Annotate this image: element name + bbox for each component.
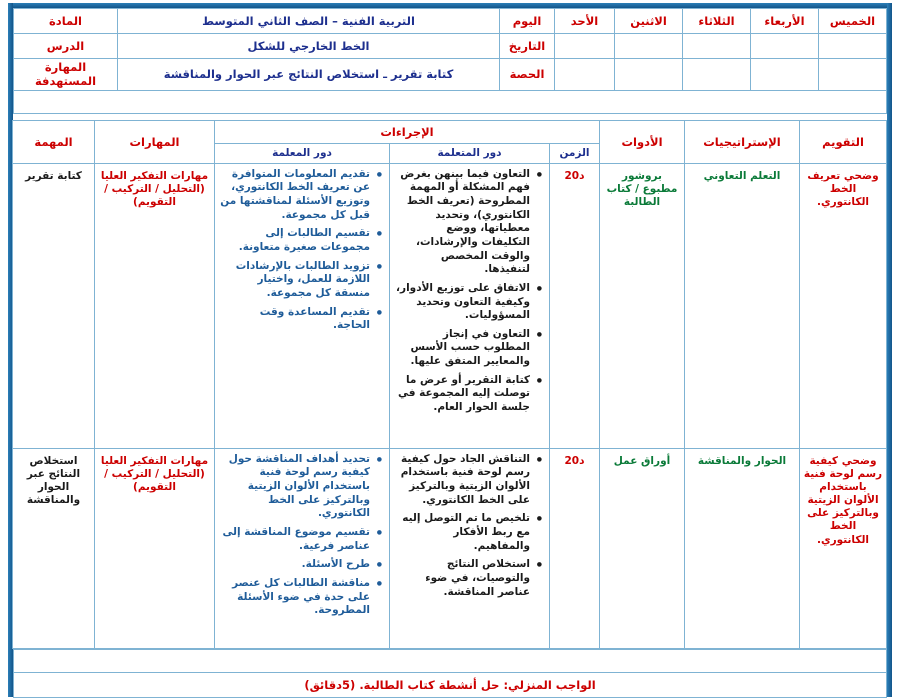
learner-role-list (395, 453, 544, 599)
spacer-cell (14, 90, 887, 113)
list-item: ● الاتفاق على توزيع الأدوار، وكيفية التعاون وتحديد المسؤوليات. (395, 282, 530, 323)
day-row-label: اليوم (500, 9, 555, 34)
page-border-right (887, 3, 892, 697)
list-item: ● تقديم المساعدة وقت الحاجة. (220, 306, 370, 333)
date-monday (615, 34, 683, 59)
list-item: ● تقسيم الطالبات إلى مجموعات صغيرة متعاونة. (220, 227, 370, 254)
lesson-label: الدرس (14, 34, 118, 59)
cell-strategies: التعلم التعاوني (685, 163, 800, 448)
day-wednesday: الأربعاء (751, 9, 819, 34)
cell-teacher-role (215, 448, 390, 648)
col-header-learner-role: دور المتعلمة (390, 143, 550, 163)
col-header-procedures: الإجراءات (215, 120, 600, 143)
lesson-value: الخط الخارجي للشكل (118, 34, 500, 59)
spacer-row (14, 90, 887, 113)
table-row (14, 59, 887, 91)
list-item: ● تزويد الطالبات بالإرشادات اللازمة للعمل، واختيار منسقة كل مجموعة. (220, 260, 370, 301)
target-skill-value: كتابة تقرير ـ استخلاص النتائج عبر الحوار والمناقشة (118, 59, 500, 91)
footer-spacer-row (14, 649, 887, 672)
target-skill-label: المهارة المستهدفة (14, 59, 118, 91)
cell-task: كتابة تقرير (13, 163, 95, 448)
col-header-tools: الأدوات (600, 120, 685, 163)
table-row (13, 448, 887, 648)
teacher-role-list (220, 168, 384, 333)
cell-time: 20د (550, 448, 600, 648)
date-wednesday (751, 34, 819, 59)
cell-tools: بروشور مطبوع / كتاب الطالبة (600, 163, 685, 448)
list-item: ● تحديد أهداف المناقشة حول كيفية رسم لوحة فنية باستخدام الألوان الزيتية وبالتركيز على الخط الكانتوري. (220, 453, 370, 521)
cell-teacher-role (215, 163, 390, 448)
day-monday: الاثنين (615, 9, 683, 34)
period-wednesday (751, 59, 819, 91)
col-header-task: المهمة (13, 120, 95, 163)
day-thursday: الخميس (819, 9, 887, 34)
homework-label: الواجب المنزلي: (503, 677, 596, 692)
period-row-label: الحصة (500, 59, 555, 91)
list-item: ● استخلاص النتائج والتوصيات، في ضوء عناصر المناقشة. (395, 558, 530, 599)
date-thursday (819, 34, 887, 59)
cell-skills: مهارات التفكير العليا (التحليل / التركيب / التقويم) (95, 163, 215, 448)
list-item: ● التناقش الجاد حول كيفية رسم لوحة فنية باستخدام الألوان الزيتية وبالتركيز على الخط الكانتوري. (395, 453, 530, 508)
col-header-evaluation: التقويم (800, 120, 887, 163)
cell-strategies: الحوار والمناقشة (685, 448, 800, 648)
lesson-info-table (13, 8, 887, 114)
cell-learner-role (390, 163, 550, 448)
page-content (13, 8, 887, 692)
day-sunday: الأحد (555, 9, 615, 34)
lesson-plan-table (12, 120, 887, 649)
list-item: ● تقسيم موضوع المناقشة إلى عناصر فرعية. (220, 526, 370, 553)
cell-tools: أوراق عمل (600, 448, 685, 648)
list-item: ● طرح الأسئلة. (220, 558, 370, 572)
cell-task: استخلاص النتائج عبر الحوار والمناقشة (13, 448, 95, 648)
col-header-teacher-role: دور المعلمة (215, 143, 390, 163)
cell-evaluation: وضحي تعريف الخط الكانتوري. (800, 163, 887, 448)
list-item: ● مناقشة الطالبات كل عنصر على حدة في ضوء الأسئلة المطروحة. (220, 577, 370, 618)
teacher-role-list (220, 453, 384, 618)
table-row (13, 163, 887, 448)
homework-footer-table (13, 649, 887, 698)
list-item: ● تلخيص ما تم التوصل إليه مع ربط الأفكار والمفاهيم. (395, 512, 530, 553)
learner-role-list (395, 168, 544, 415)
period-tuesday (683, 59, 751, 91)
homework-cell (14, 672, 887, 697)
date-row-label: التاريخ (500, 34, 555, 59)
cell-time: 20د (550, 163, 600, 448)
cell-skills: مهارات التفكير العليا (التحليل / التركيب / التقويم) (95, 448, 215, 648)
col-header-skills: المهارات (95, 120, 215, 163)
subject-label: المادة (14, 9, 118, 34)
list-item: ● التعاون فيما بينهن بغرض فهم المشكلة أو المهمة المطروحة (تعريف الخط الكانتوري)، وتحديد معطياتها، ووضع التكليفات والإرشادات، والوقت المخصص لتنفيذها. (395, 168, 530, 277)
cell-learner-role (390, 448, 550, 648)
homework-text: حل أنشطة كتاب الطالبة. (359, 677, 500, 692)
period-sunday (555, 59, 615, 91)
homework-duration: (5دقائق) (304, 677, 356, 692)
list-item: ● تقديم المعلومات المتوافرة عن تعريف الخط الكانتوري، وتوزيع الأسئلة لمناقشتها من قبل كل مجموعة. (220, 168, 370, 223)
date-tuesday (683, 34, 751, 59)
list-item: ● التعاون في إنجاز المطلوب حسب الأسس والمعايير المتفق عليها. (395, 328, 530, 369)
table-header-row (13, 120, 887, 143)
list-item: ● كتابة التقرير أو عرض ما توصلت إليه المجموعة في جلسة الحوار العام. (395, 374, 530, 415)
period-thursday (819, 59, 887, 91)
date-sunday (555, 34, 615, 59)
table-row (14, 34, 887, 59)
col-header-time: الزمن (550, 143, 600, 163)
homework-row (14, 672, 887, 697)
cell-evaluation: وضحي كيفية رسم لوحة فنية باستخدام الألوان الزيتية وبالتركيز على الخط الكانتوري. (800, 448, 887, 648)
col-header-strategies: الإستراتيجيات (685, 120, 800, 163)
subject-value: التربية الفنية – الصف الثاني المتوسط (118, 9, 500, 34)
table-row (14, 9, 887, 34)
footer-spacer-cell (14, 649, 887, 672)
period-monday (615, 59, 683, 91)
day-tuesday: الثلاثاء (683, 9, 751, 34)
